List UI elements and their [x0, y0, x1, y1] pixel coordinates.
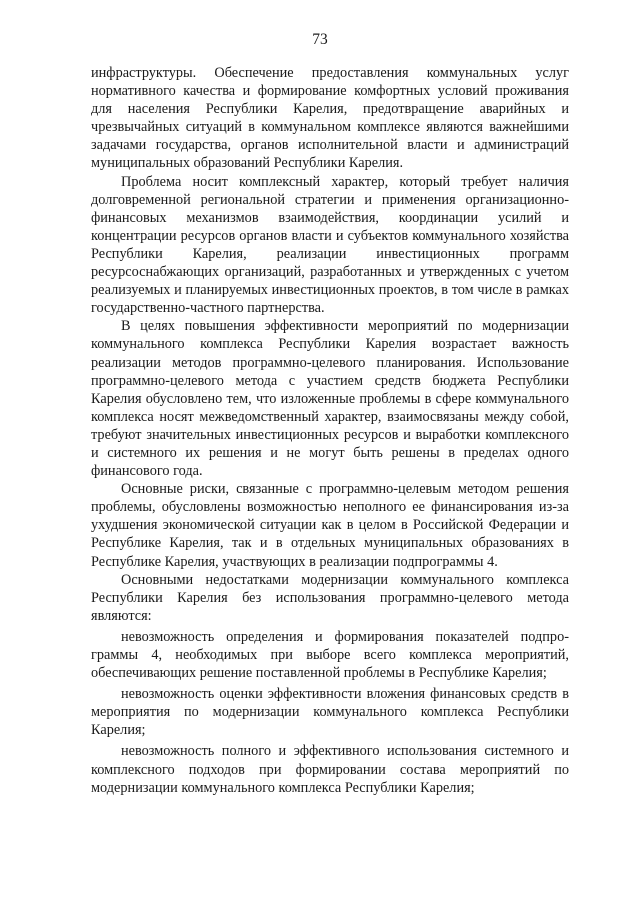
- paragraph-continuation: инфраструктуры. Обеспечение предоставления коммунальных услуг нормативного качества и формирование комфортных условий проживания для населения Республики Карелия, предотвращение аварийных и чрезвычайных ситуаций в коммунальном комплексе являются важнейшими задачами государства, органов исполнительной власти и администраций муниципальных образований Республики Карелия.: [91, 65, 569, 172]
- paragraph-main-risks: Основные риски, связанные с программно-целевым методом решения проблемы, обусловлены возможностью неполного ее финансирования из-за ухудшения экономической ситуации как в целом в Российской Федерации и Республике Карелия, так и в отдельных муниципальных образованиях в Республике Карелия, участвующих в реализации подпрограммы 4.: [91, 481, 569, 570]
- page-number: 73: [312, 31, 328, 48]
- list-item: невозможность полного и эффективного использования системного и комплексного подходов при формировании состава мероприятий по модернизации коммунального комплекса Республики Карелия;: [91, 743, 569, 796]
- paragraph-drawbacks-intro: Основными недостатками модернизации коммунального комплекса Республики Карелия без использования программно-целевого метода являются:: [91, 571, 569, 624]
- list-item: невозможность оценки эффективности вложения финансовых средств в мероприятия по модернизации коммунального комплекса Республики Карелия;: [91, 686, 569, 739]
- paragraph-problem-nature: Проблема носит комплексный характер, который требует наличия долговременной региональной стратегии и применения организационно-финансовых механизмов взаимодействия, координации усилий и концентрации ресурсов органов власти и субъектов коммунального хозяйства Республики Карелия, реализации инвестиционных программ ресурсоснабжающих организаций, разработанных и утвержденных с учетом реализуемых и планируемых инвестиционных проектов, в том числе в рамках государственно-частного партнерства.: [91, 173, 569, 317]
- document-body: [91, 64, 569, 797]
- list-item: невозможность определения и формирования показателей подпрограммы 4, необходимых при выборе всего комплекса мероприятий, обеспечивающих решение поставленной проблемы в Республике Карелия;: [91, 628, 569, 682]
- paragraph-program-method: В целях повышения эффективности мероприятий по модернизации коммунального комплекса Республики Карелия возрастает важность реализации методов программно-целевого планирования. Использование программно-целевого метода с участием средств бюджета Республики Карелия обусловлено тем, что изложенные проблемы в сфере коммунального комплекса носят межведомственный характер, взаимосвязаны между собой, требуют значительных инвестиционных ресурсов и выработки комплексного и системного их решения и не могут быть решены в пределах одного финансового года.: [91, 318, 569, 480]
